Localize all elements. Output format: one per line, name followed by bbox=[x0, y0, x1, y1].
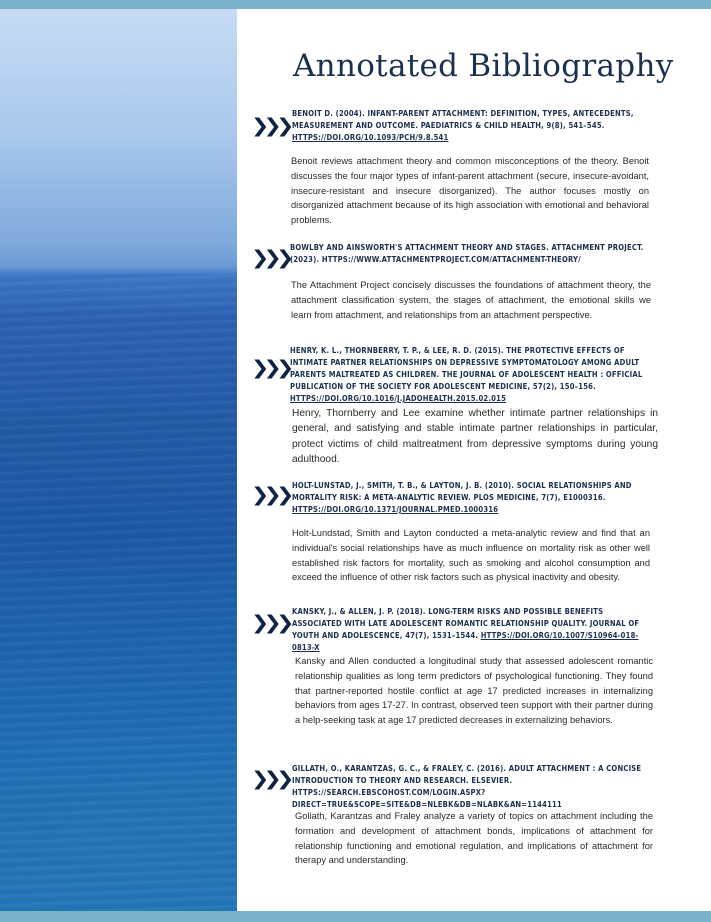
citation-link[interactable]: HTTPS://DOI.ORG/10.1093/PCH/9.8.541 bbox=[292, 133, 449, 142]
annotation: Benoit reviews attachment theory and common misconceptions of the theory. Benoit discusses the four major types of infant-parent attachment (secure, insecure-avoidant, insecure-resistant and insecure disorganized). The author focuses mostly on disorganized attachment because of its high association with emotional and behavioral problems. bbox=[291, 156, 649, 226]
citation bbox=[292, 108, 652, 144]
chevron-bullet-icon: ❯❯❯ bbox=[251, 357, 289, 379]
citation bbox=[292, 480, 652, 516]
annotation: Goliath, Karantzas and Fraley analyze a variety of topics on attachment including the formation and development of attachment bonds, implications of attachment for relationship functioning and emotional regulation, and implications of attachment for therapy and understanding. bbox=[295, 811, 653, 866]
citation-text: KANSKY, J., & ALLEN, J. P. (2018). LONG-TERM RISKS AND POSSIBLE BENEFITS ASSOCIATED WITH LATE ADOLESCENT ROMANTIC RELATIONSHIP QUALITY. JOURNAL OF YOUTH AND ADOLESCENCE, 47(7), 1531–1544. bbox=[292, 607, 640, 640]
chevron-bullet-icon: ❯❯❯ bbox=[251, 484, 289, 506]
citation bbox=[290, 242, 650, 266]
annotation: The Attachment Project concisely discusses the foundations of attachment theory, the attachment classification system, the stages of attachment, the emotional skills we learn from attachment, and relationships from an attachment perspective. bbox=[291, 280, 651, 320]
citation bbox=[290, 345, 645, 405]
citation-text: GILLATH, O., KARANTZAS, G. C., & FRALEY, C. (2016). ADULT ATTACHMENT : A CONCISE INTRODUCTION TO THEORY AND RESEARCH. ELSEVIER. HTTPS://SEARCH.EBSCOHOST.COM/LOGIN.ASPX?DIRECT=TRUE&SCOPE=SITE&DB=NLEBK&DB=NLABK&AN=1144111 bbox=[292, 764, 642, 809]
citation-text: BOWLBY AND AINSWORTH'S ATTACHMENT THEORY AND STAGES. ATTACHMENT PROJECT. (2023). HTTPS://WWW.ATTACHMENTPROJECT.COM/ATTACHMENT-THEORY/ bbox=[290, 243, 644, 264]
bottom-accent-bar bbox=[0, 911, 711, 922]
citation bbox=[292, 606, 652, 654]
citation-text: BENOIT D. (2004). INFANT-PARENT ATTACHMENT: DEFINITION, TYPES, ANTECEDENTS, MEASUREMENT AND OUTCOME. PAEDIATRICS & CHILD HEALTH, 9(8), 541–545. bbox=[292, 109, 634, 130]
citation-text: HOLT-LUNSTAD, J., SMITH, T. B., & LAYTON, J. B. (2010). SOCIAL RELATIONSHIPS AND MORTALITY RISK: A META-ANALYTIC REVIEW. PLOS MEDICINE, 7(7), E1000316. bbox=[292, 481, 632, 502]
chevron-bullet-icon: ❯❯❯ bbox=[251, 612, 289, 634]
citation-link[interactable]: HTTPS://DOI.ORG/10.1007/S10964-018-0813-X bbox=[292, 631, 639, 652]
annotation: Kansky and Allen conducted a longitudinal study that assessed adolescent romantic relationship qualities as long term predictors of psychological functioning. They found that partner-reported hostile conflict at age 17 predicted increases in internalizing behaviors from ages 17-27. In contrast, observed teen support with their partner during a help-seeking task at age 17 predicted decreases in externalizing behaviors. bbox=[295, 656, 653, 726]
page-title: Annotated Bibliography bbox=[293, 48, 674, 84]
citation bbox=[292, 763, 682, 811]
annotation: Henry, Thornberry and Lee examine whether intimate partner relationships in general, and satisfying and stable intimate partner relationships in particular, protect victims of child maltreatment from depressive symptoms during young adulthood. bbox=[292, 408, 658, 466]
annotation: Holt-Lundstad, Smith and Layton conducted a meta-analytic review and find that an individual's social relationships have as much influence on mortality risk as other well established risk factors for mortality, such as smoking and alcohol consumption and exceed the influence of other risk factors such as physical inactivity and obesity. bbox=[292, 528, 650, 583]
citation-link[interactable]: HTTPS://DOI.ORG/10.1016/J.JADOHEALTH.2015.02.015 bbox=[290, 394, 507, 403]
top-accent-bar bbox=[0, 0, 711, 9]
ocean-photo bbox=[0, 9, 237, 911]
ocean-waves bbox=[0, 274, 237, 911]
citation-text: HENRY, K. L., THORNBERRY, T. P., & LEE, R. D. (2015). THE PROTECTIVE EFFECTS OF INTIMATE PARTNER RELATIONSHIPS ON DEPRESSIVE SYMPTOMATOLOGY AMONG ADULT PARENTS MALTREATED AS CHILDREN. THE JOURNAL OF ADOLESCENT HEALTH : OFFICIAL PUBLICATION OF THE SOCIETY FOR ADOLESCENT MEDICINE, 57(2), 150–156. bbox=[290, 346, 643, 391]
citation-link[interactable]: HTTPS://DOI.ORG/10.1371/JOURNAL.PMED.1000316 bbox=[292, 505, 499, 514]
chevron-bullet-icon: ❯❯❯ bbox=[251, 768, 289, 790]
chevron-bullet-icon: ❯❯❯ bbox=[251, 115, 289, 137]
chevron-bullet-icon: ❯❯❯ bbox=[251, 247, 289, 269]
